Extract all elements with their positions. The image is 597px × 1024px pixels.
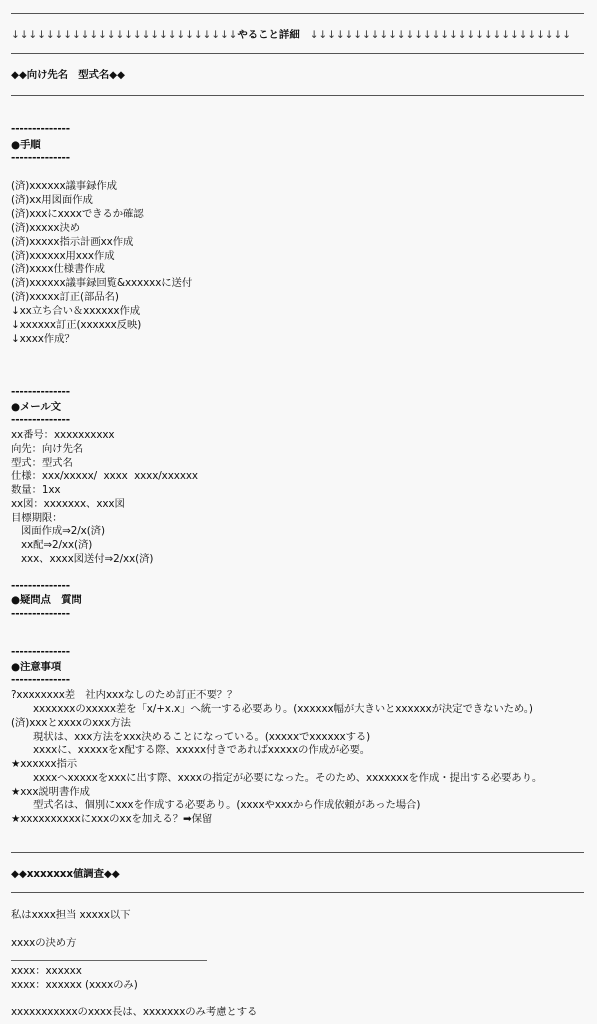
list-item: (済)xxxxxx用xxx作成 bbox=[11, 250, 115, 262]
task-detail-banner bbox=[11, 29, 584, 43]
mail-subline: xx配⇒2/xx(済) bbox=[21, 539, 93, 551]
mail-subline: 図面作成⇒2/x(済) bbox=[21, 525, 105, 537]
dash-separator: -------------- bbox=[11, 123, 70, 135]
survey-line: xxxx：xxxxxx bbox=[11, 965, 82, 977]
mail-subline: xxx、xxxx図送付⇒2/xx(済) bbox=[21, 553, 154, 565]
list-item: (済)xxxxx訂正(部品名) bbox=[11, 291, 119, 303]
divider bbox=[11, 892, 584, 893]
list-item: ↓xxxxxx訂正(xxxxxx反映) bbox=[11, 319, 142, 331]
dash-separator: -------------- bbox=[11, 580, 70, 592]
steps-heading: ●手順 bbox=[11, 139, 41, 151]
dash-separator: -------------- bbox=[11, 674, 70, 686]
mail-line: 型式：型式名 bbox=[11, 457, 73, 469]
survey-paragraph: xxxxの決め方 bbox=[11, 937, 77, 949]
divider bbox=[11, 960, 207, 961]
mail-line: 数量：1xx bbox=[11, 484, 61, 496]
note-line: ★xxxxxx指示 bbox=[11, 758, 78, 770]
list-item: (済)xxxxx決め bbox=[11, 222, 81, 234]
mail-line: xx図：xxxxxxx、xxx図 bbox=[11, 498, 125, 510]
dash-separator: -------------- bbox=[11, 646, 70, 658]
divider bbox=[11, 53, 584, 54]
divider bbox=[11, 852, 584, 853]
mail-heading: ●メール文 bbox=[11, 401, 61, 413]
dash-separator: -------------- bbox=[11, 152, 70, 164]
list-item: ↓xxxx作成？ bbox=[11, 333, 75, 345]
list-item: (済)xxxxxx議事録回覧&xxxxxxに送付 bbox=[11, 277, 193, 289]
divider bbox=[11, 13, 584, 14]
list-item: (済)xxxxx指示計画xx作成 bbox=[11, 236, 134, 248]
note-line: 型式名は、個別にxxxを作成する必要あり。(xxxxやxxxから作成依頼があった場合) bbox=[33, 799, 421, 811]
dash-separator: -------------- bbox=[11, 608, 70, 620]
survey-paragraph: 私はxxxx担当 xxxxx以下 bbox=[11, 909, 131, 921]
survey-paragraph: xxxxxxxxxxxのxxxx長は、xxxxxxxのみ考慮とする bbox=[11, 1006, 258, 1018]
section-heading: ◆◆向け先名 型式名◆◆ bbox=[11, 69, 125, 81]
list-item: (済)xxxx仕様書作成 bbox=[11, 263, 105, 275]
dash-separator: -------------- bbox=[11, 414, 70, 426]
arrow-row-right: ↓↓↓↓↓↓↓↓↓↓↓↓↓↓↓↓↓↓↓↓↓↓↓↓↓↓↓↓↓↓ bbox=[309, 29, 571, 41]
list-item: ↓xx立ち合い＆xxxxxx作成 bbox=[11, 305, 141, 317]
note-line: xxxxに、xxxxxをx配する際、xxxxx付きであればxxxxxの作成が必要。 bbox=[33, 744, 371, 756]
banner-title: やること詳細 bbox=[237, 29, 300, 41]
arrow-row-left: ↓↓↓↓↓↓↓↓↓↓↓↓↓↓↓↓↓↓↓↓↓↓↓↓↓↓ bbox=[11, 29, 238, 41]
note-line: ★xxx説明書作成 bbox=[11, 786, 90, 798]
list-item: (済)xxxにxxxxできるか確認 bbox=[11, 208, 144, 220]
question-heading: ●疑問点 質問 bbox=[11, 594, 82, 606]
list-item: (済)xxxxxx議事録作成 bbox=[11, 180, 117, 192]
divider bbox=[11, 95, 584, 96]
dash-separator: -------------- bbox=[11, 386, 70, 398]
note-line: (済)xxxとxxxxのxxx方法 bbox=[11, 717, 131, 729]
note-line: ?xxxxxxxx差 社内xxxなしのため訂正不要？？ bbox=[11, 689, 238, 701]
notes-heading: ●注意事項 bbox=[11, 661, 62, 673]
section-heading: ◆◆xxxxxxx値調査◆◆ bbox=[11, 868, 120, 880]
note-line: 現状は、xxx方法をxxx決めることになっている。(xxxxxでxxxxxxする) bbox=[33, 731, 371, 743]
note-line: xxxxxxxのxxxxx差を「x/+x.x」へ統一する必要あり。(xxxxxx幅が大きいとxxxxxxが決定できないため。) bbox=[33, 703, 533, 715]
mail-line: 仕様：xxx/xxxxx/ xxxx xxxx/xxxxxx bbox=[11, 470, 198, 482]
mail-line: 目標期限： bbox=[11, 512, 63, 524]
survey-line: xxxx：xxxxxx (xxxxのみ) bbox=[11, 979, 138, 991]
list-item: (済)xx用図面作成 bbox=[11, 194, 93, 206]
note-line: ★xxxxxxxxxxにxxxのxxを加える？➡保留 bbox=[11, 813, 213, 825]
note-line: xxxxへxxxxxをxxxに出す際、xxxxの指定が必要になった。そのため、xxxxxxxを作成・提出する必要あり。 bbox=[33, 772, 543, 784]
mail-line: xx番号：xxxxxxxxxx bbox=[11, 429, 115, 441]
mail-line: 向先：向け先名 bbox=[11, 443, 84, 455]
